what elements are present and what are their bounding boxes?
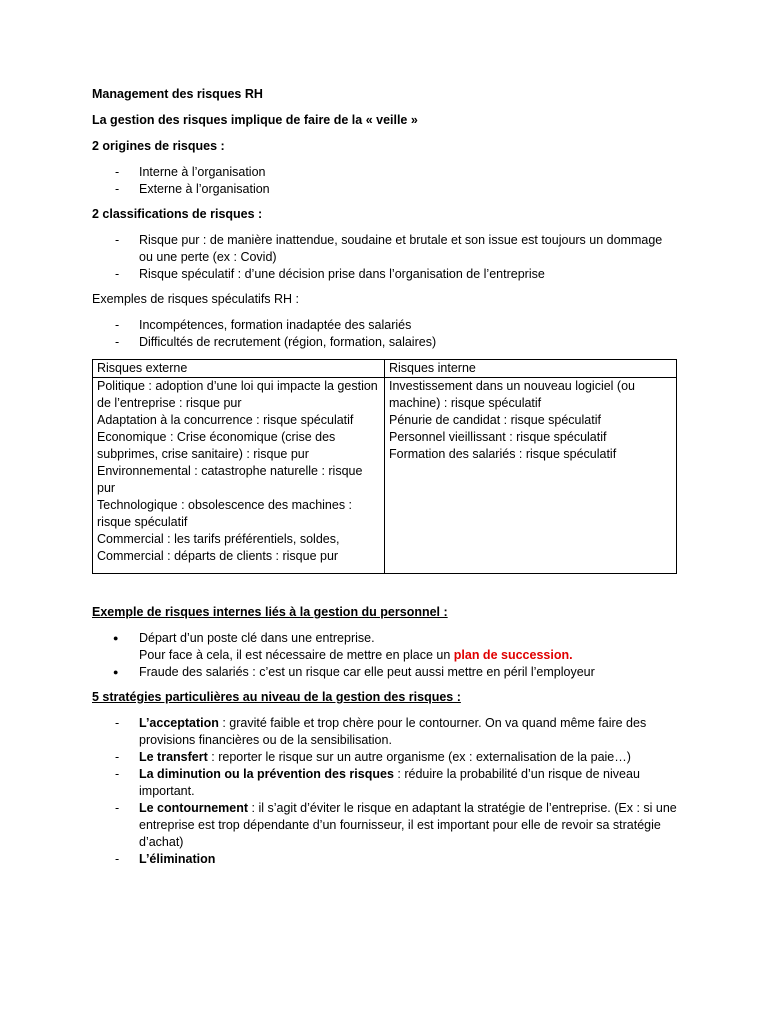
classifications-list — [92, 232, 677, 283]
cell-risques-externe — [93, 378, 385, 574]
list-item: ● Fraude des salariés : c’est un risque car elle peut aussi mettre en péril l’employeur — [92, 664, 677, 681]
strategy-term: La diminution ou la prévention des risques — [139, 767, 394, 781]
cell-risques-interne — [385, 378, 677, 574]
strategy-term: Le contournement — [139, 801, 249, 815]
strategies-heading: 5 stratégies particulières au niveau de la gestion des risques : — [92, 690, 461, 704]
list-item — [92, 851, 677, 868]
strategy-text: : reporter le risque sur un autre organisme (ex : externalisation de la paie…) — [207, 750, 631, 764]
list-item — [92, 715, 677, 749]
strategy-term: L’acceptation — [139, 716, 219, 730]
origines-list — [92, 164, 677, 198]
table-cell-line: Personnel vieillissant : risque spéculatif — [389, 430, 607, 444]
table-cell-line: Investissement dans un nouveau logiciel (ou machine) : risque spéculatif — [389, 379, 635, 410]
origines-heading: 2 origines de risques : — [92, 139, 225, 153]
table-cell-line: Environnemental : catastrophe naturelle : risque pur — [97, 464, 363, 495]
plan-text: Pour face à cela, il est nécessaire de mettre en place un — [139, 648, 454, 662]
table-header-row — [93, 360, 677, 378]
table-cell-line: Adaptation à la concurrence : risque spéculatif — [97, 413, 354, 427]
exemples-speculatifs-heading: Exemples de risques spéculatifs RH : — [92, 292, 300, 306]
strategy-term: Le transfert — [139, 750, 208, 764]
strategy-text: : gravité faible et trop chère pour le contourner. On va quand même faire des provisions financières ou de la sensibilisation. — [139, 716, 647, 747]
table-cell-line: Pénurie de candidat : risque spéculatif — [389, 413, 601, 427]
list-item: - Interne à l’organisation — [92, 164, 677, 181]
list-item — [92, 630, 677, 664]
list-item: - Difficultés de recrutement (région, formation, salaires) — [92, 334, 677, 351]
list-item: - Incompétences, formation inadaptée des salariés — [92, 317, 677, 334]
table-cell-line: Commercial : les tarifs préférentiels, soldes, — [97, 532, 340, 546]
list-item: - Externe à l’organisation — [92, 181, 677, 198]
list-item — [92, 800, 677, 851]
list-item — [92, 766, 677, 800]
header-risques-interne: Risques interne — [385, 360, 677, 378]
table-cell-line: Formation des salariés : risque spéculatif — [389, 447, 617, 461]
strategy-text: : réduire la probabilité d’un risque de niveau important. — [139, 767, 640, 798]
plan-succession-highlight: plan de succession. — [453, 648, 573, 662]
table-cell-line: Technologique : obsolescence des machines : risque spéculatif — [97, 498, 353, 529]
document-body — [92, 86, 677, 876]
strategy-term: L’élimination — [139, 852, 216, 866]
classifications-heading: 2 classifications de risques : — [92, 207, 263, 221]
internes-gestion-list — [92, 630, 677, 681]
table-cell-line: Commercial : départs de clients : risque pur — [97, 549, 339, 563]
strategy-text: : il s’agit d’éviter le risque en adaptant la stratégie de l’entreprise. (Ex : si une entreprise est trop dépendante d’un fournisseur, il est important pour elle de revoir sa stratégie d’achat) — [139, 801, 677, 849]
risks-table — [92, 359, 677, 574]
table-cell-line: Politique : adoption d’une loi qui impacte la gestion de l’entreprise : risque pur — [97, 379, 378, 410]
exemples-speculatifs-list — [92, 317, 677, 351]
table-row — [93, 378, 677, 574]
document-title: Management des risques RH — [92, 87, 263, 101]
list-item: - Risque spéculatif : d’une décision prise dans l’organisation de l’entreprise — [92, 266, 677, 283]
depart-poste-text: Départ d’un poste clé dans une entreprise. — [139, 631, 375, 645]
list-item: - Risque pur : de manière inattendue, soudaine et brutale et son issue est toujours un dommage ou une perte (ex : Covid) — [92, 232, 677, 266]
internes-gestion-heading: Exemple de risques internes liés à la gestion du personnel : — [92, 605, 448, 619]
list-item — [92, 749, 677, 766]
veille-heading: La gestion des risques implique de faire de la « veille » — [92, 113, 418, 127]
strategies-list — [92, 715, 677, 868]
table-cell-line: Economique : Crise économique (crise des subprimes, crise sanitaire) : risque pur — [97, 430, 336, 461]
header-risques-externe: Risques externe — [93, 360, 385, 378]
